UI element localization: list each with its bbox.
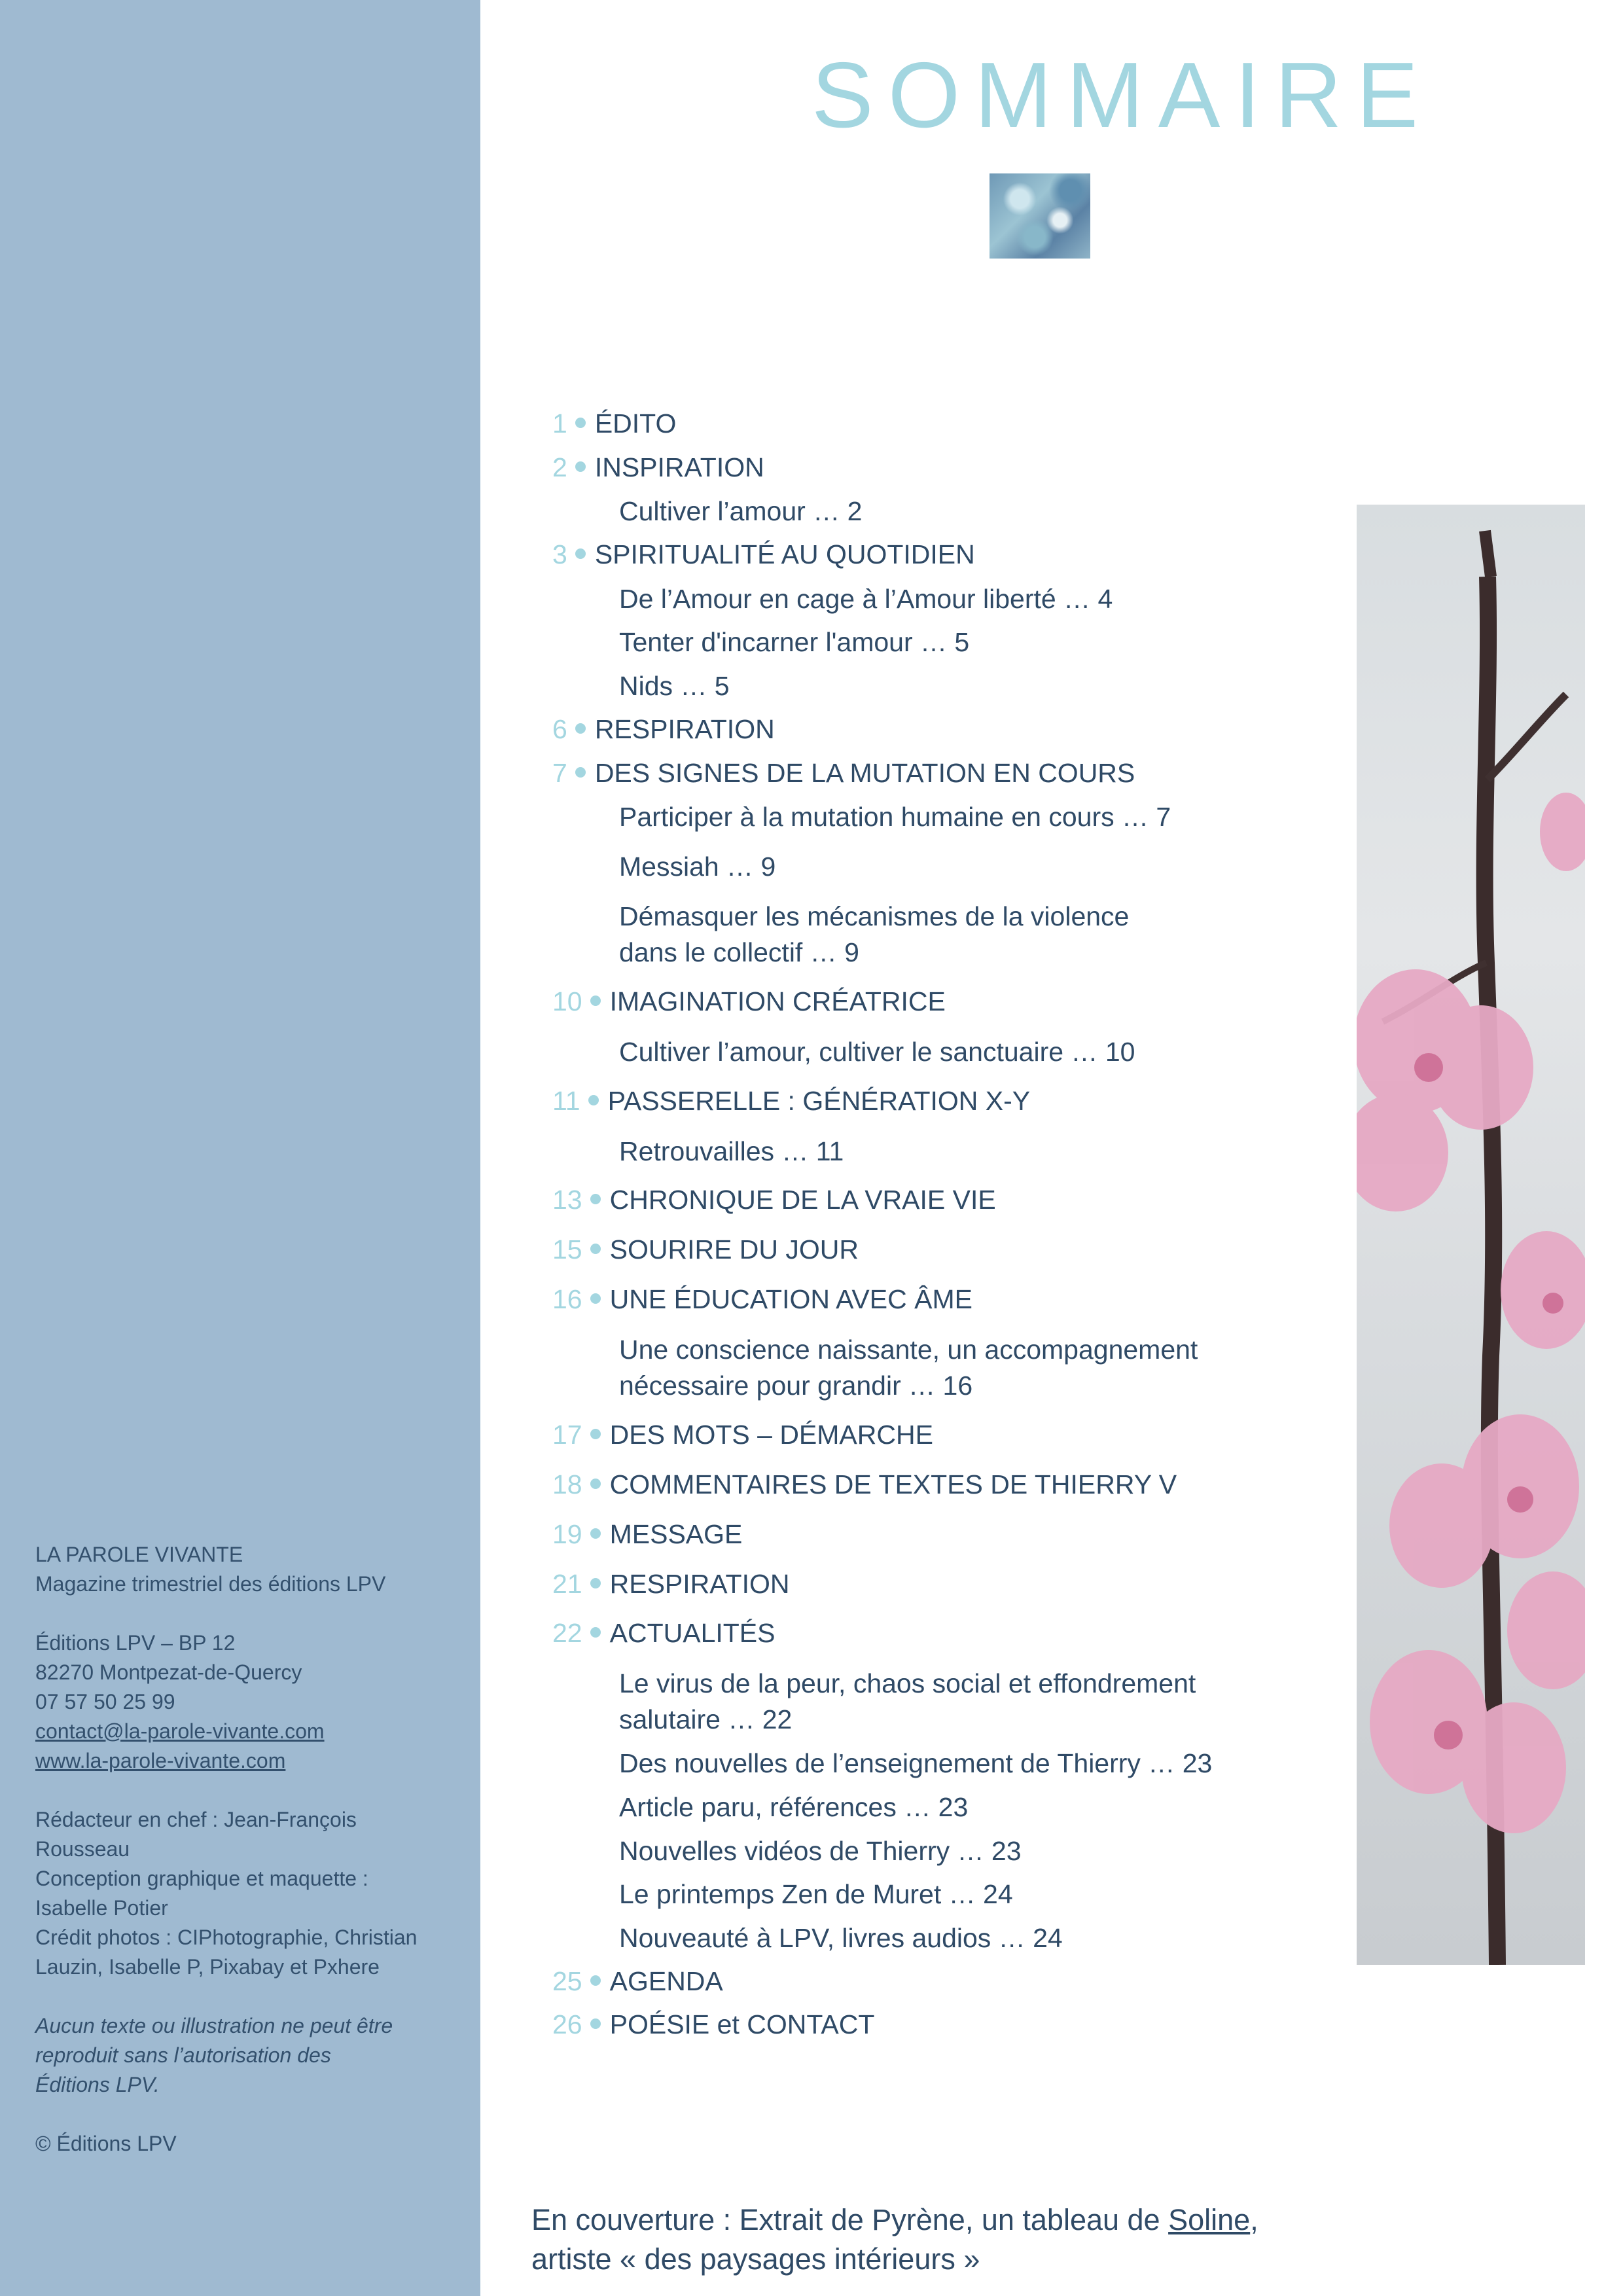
toc-entry[interactable] xyxy=(552,450,764,486)
toc-entry[interactable] xyxy=(552,1566,790,1602)
notice-line-3: Éditions LPV. xyxy=(35,2073,160,2096)
toc-entry-label: POÉSIE et CONTACT xyxy=(609,2009,875,2039)
toc-page-number: 21 xyxy=(552,1569,582,1599)
toc-entry[interactable] xyxy=(552,755,1135,791)
toc-subentry[interactable]: Nouveauté à LPV, livres audios … 24 xyxy=(619,1923,1063,1953)
toc-entry-label: PASSERELLE : GÉNÉRATION X-Y xyxy=(607,1086,1031,1116)
caption-comma: , xyxy=(1250,2203,1258,2236)
toc-entry-label: DES SIGNES DE LA MUTATION EN COURS xyxy=(594,758,1135,788)
toc-entry-label: AGENDA xyxy=(609,1966,723,1996)
notice-line-1: Aucun texte ou illustration ne peut être xyxy=(35,2014,393,2037)
toc-subentry[interactable]: salutaire … 22 xyxy=(619,1704,793,1734)
toc-entry[interactable] xyxy=(552,537,975,573)
address-line-1: Éditions LPV – BP 12 xyxy=(35,1631,236,1655)
cover-caption xyxy=(531,2200,1382,2279)
editor-line-1: Rédacteur en chef : Jean-François xyxy=(35,1808,357,1831)
toc-subentry[interactable]: Une conscience naissante, un accompagnement xyxy=(619,1335,1198,1365)
toc-subentry[interactable]: Retrouvailles … 11 xyxy=(619,1136,844,1166)
bullet-icon xyxy=(590,1627,601,1638)
toc-entry-label: ACTUALITÉS xyxy=(609,1618,776,1648)
toc-subentry[interactable]: Messiah … 9 xyxy=(619,852,776,882)
painting-thumbnail xyxy=(990,173,1090,259)
toc-subentry[interactable]: Le virus de la peur, chaos social et effondrement xyxy=(619,1668,1196,1698)
copyright: © Éditions LPV xyxy=(35,2132,177,2155)
bullet-icon xyxy=(575,418,586,428)
toc-subentry[interactable]: Des nouvelles de l’enseignement de Thierry … 23 xyxy=(619,1748,1213,1778)
toc-subentry[interactable]: Démasquer les mécanismes de la violence xyxy=(619,901,1130,931)
toc-page-number: 25 xyxy=(552,1966,582,1996)
toc-entry[interactable] xyxy=(552,1182,996,1218)
toc-entry-label: RESPIRATION xyxy=(609,1569,790,1599)
toc-entry[interactable] xyxy=(552,1232,859,1268)
toc-entry[interactable] xyxy=(552,1964,723,2000)
credits-line-2: Lauzin, Isabelle P, Pixabay et Pxhere xyxy=(35,1955,380,1979)
toc-entry[interactable] xyxy=(552,1417,933,1453)
toc-page-number: 19 xyxy=(552,1519,582,1549)
toc-entry-label: IMAGINATION CRÉATRICE xyxy=(609,986,946,1016)
page-title: SOMMAIRE xyxy=(812,43,1433,147)
sidebar-panel xyxy=(0,0,480,2296)
toc-subentry[interactable]: Cultiver l’amour, cultiver le sanctuaire … 10 xyxy=(619,1037,1135,1067)
toc-page-number: 22 xyxy=(552,1618,582,1648)
toc-entry[interactable] xyxy=(552,1467,1177,1503)
toc-subentry[interactable]: Cultiver l’amour … 2 xyxy=(619,496,863,526)
toc-page-number: 16 xyxy=(552,1284,582,1314)
toc-entry-label: CHRONIQUE DE LA VRAIE VIE xyxy=(609,1185,996,1215)
toc-entry-label: COMMENTAIRES DE TEXTES DE THIERRY V xyxy=(609,1469,1177,1499)
toc-entry[interactable] xyxy=(552,406,676,442)
toc-entry-label: SOURIRE DU JOUR xyxy=(609,1234,859,1265)
caption-line-2: artiste « des paysages intérieurs » xyxy=(531,2242,980,2276)
toc-entry[interactable] xyxy=(552,1516,742,1552)
toc-entry[interactable] xyxy=(552,1615,776,1651)
magazine-name: LA PAROLE VIVANTE xyxy=(35,1543,243,1566)
toc-page-number: 13 xyxy=(552,1185,582,1215)
toc-entry-label: INSPIRATION xyxy=(594,452,764,482)
toc-page-number: 1 xyxy=(552,408,567,439)
colophon xyxy=(35,1540,467,2159)
magazine-subtitle: Magazine trimestriel des éditions LPV xyxy=(35,1572,386,1596)
toc-subentry[interactable]: Nids … 5 xyxy=(619,671,730,701)
bullet-icon xyxy=(590,2018,601,2029)
toc-page-number: 18 xyxy=(552,1469,582,1499)
toc-page-number: 2 xyxy=(552,452,567,482)
bullet-icon xyxy=(588,1095,599,1105)
toc-entry-label: RESPIRATION xyxy=(594,714,775,744)
toc-entry[interactable] xyxy=(552,984,946,1020)
toc-subentry[interactable]: Participer à la mutation humaine en cours … 7 xyxy=(619,802,1171,832)
caption-prefix: En couverture : Extrait de Pyrène, un tableau de xyxy=(531,2203,1169,2236)
toc-page-number: 3 xyxy=(552,539,567,569)
toc-page-number: 6 xyxy=(552,714,567,744)
toc-entry-label: SPIRITUALITÉ AU QUOTIDIEN xyxy=(594,539,975,569)
toc-subentry[interactable]: Nouvelles vidéos de Thierry … 23 xyxy=(619,1836,1022,1866)
toc-subentry[interactable]: De l’Amour en cage à l’Amour liberté … 4 xyxy=(619,584,1113,614)
toc-entry[interactable] xyxy=(552,2007,874,2043)
editor-line-2: Rousseau xyxy=(35,1837,130,1861)
email-link[interactable]: contact@la-parole-vivante.com xyxy=(35,1719,325,1743)
toc-entry-label: MESSAGE xyxy=(609,1519,743,1549)
toc-entry-label: UNE ÉDUCATION AVEC ÂME xyxy=(609,1284,972,1314)
toc-entry-label: ÉDITO xyxy=(594,408,677,439)
bullet-icon xyxy=(575,723,586,734)
toc-entry[interactable] xyxy=(552,711,775,747)
toc-entry[interactable] xyxy=(552,1083,1030,1119)
bullet-icon xyxy=(575,548,586,559)
toc-page-number: 7 xyxy=(552,758,567,788)
blossom-branch-photo xyxy=(1357,505,1585,1965)
notice-line-2: reproduit sans l’autorisation des xyxy=(35,2043,331,2067)
toc-subentry[interactable]: Le printemps Zen de Muret … 24 xyxy=(619,1879,1013,1909)
bullet-icon xyxy=(590,1578,601,1588)
bullet-icon xyxy=(590,1244,601,1254)
design-line-2: Isabelle Potier xyxy=(35,1896,168,1920)
bullet-icon xyxy=(590,1975,601,1986)
toc-subentry[interactable]: nécessaire pour grandir … 16 xyxy=(619,1371,973,1401)
toc-entry[interactable] xyxy=(552,1282,972,1318)
credits-line-1: Crédit photos : CIPhotographie, Christian xyxy=(35,1926,418,1949)
bullet-icon xyxy=(575,767,586,778)
toc-page-number: 15 xyxy=(552,1234,582,1265)
toc-subentry[interactable]: Tenter d'incarner l'amour … 5 xyxy=(619,627,970,657)
bullet-icon xyxy=(590,1194,601,1204)
bullet-icon xyxy=(590,1293,601,1304)
bullet-icon xyxy=(575,461,586,472)
phone-number: 07 57 50 25 99 xyxy=(35,1690,175,1713)
bullet-icon xyxy=(590,1528,601,1539)
toc-subentry[interactable]: Article paru, références … 23 xyxy=(619,1792,969,1822)
bullet-icon xyxy=(590,1479,601,1489)
bullet-icon xyxy=(590,1429,601,1439)
toc-page-number: 17 xyxy=(552,1420,582,1450)
toc-page-number: 26 xyxy=(552,2009,582,2039)
website-link[interactable]: www.la-parole-vivante.com xyxy=(35,1749,286,1772)
address-line-2: 82270 Montpezat-de-Quercy xyxy=(35,1660,302,1684)
bullet-icon xyxy=(590,996,601,1006)
artist-link[interactable]: Soline xyxy=(1168,2203,1251,2236)
toc-entry-label: DES MOTS – DÉMARCHE xyxy=(609,1420,933,1450)
toc-page-number: 10 xyxy=(552,986,582,1016)
toc-page-number: 11 xyxy=(552,1086,580,1116)
toc-subentry[interactable]: dans le collectif … 9 xyxy=(619,937,859,967)
design-line-1: Conception graphique et maquette : xyxy=(35,1867,368,1890)
